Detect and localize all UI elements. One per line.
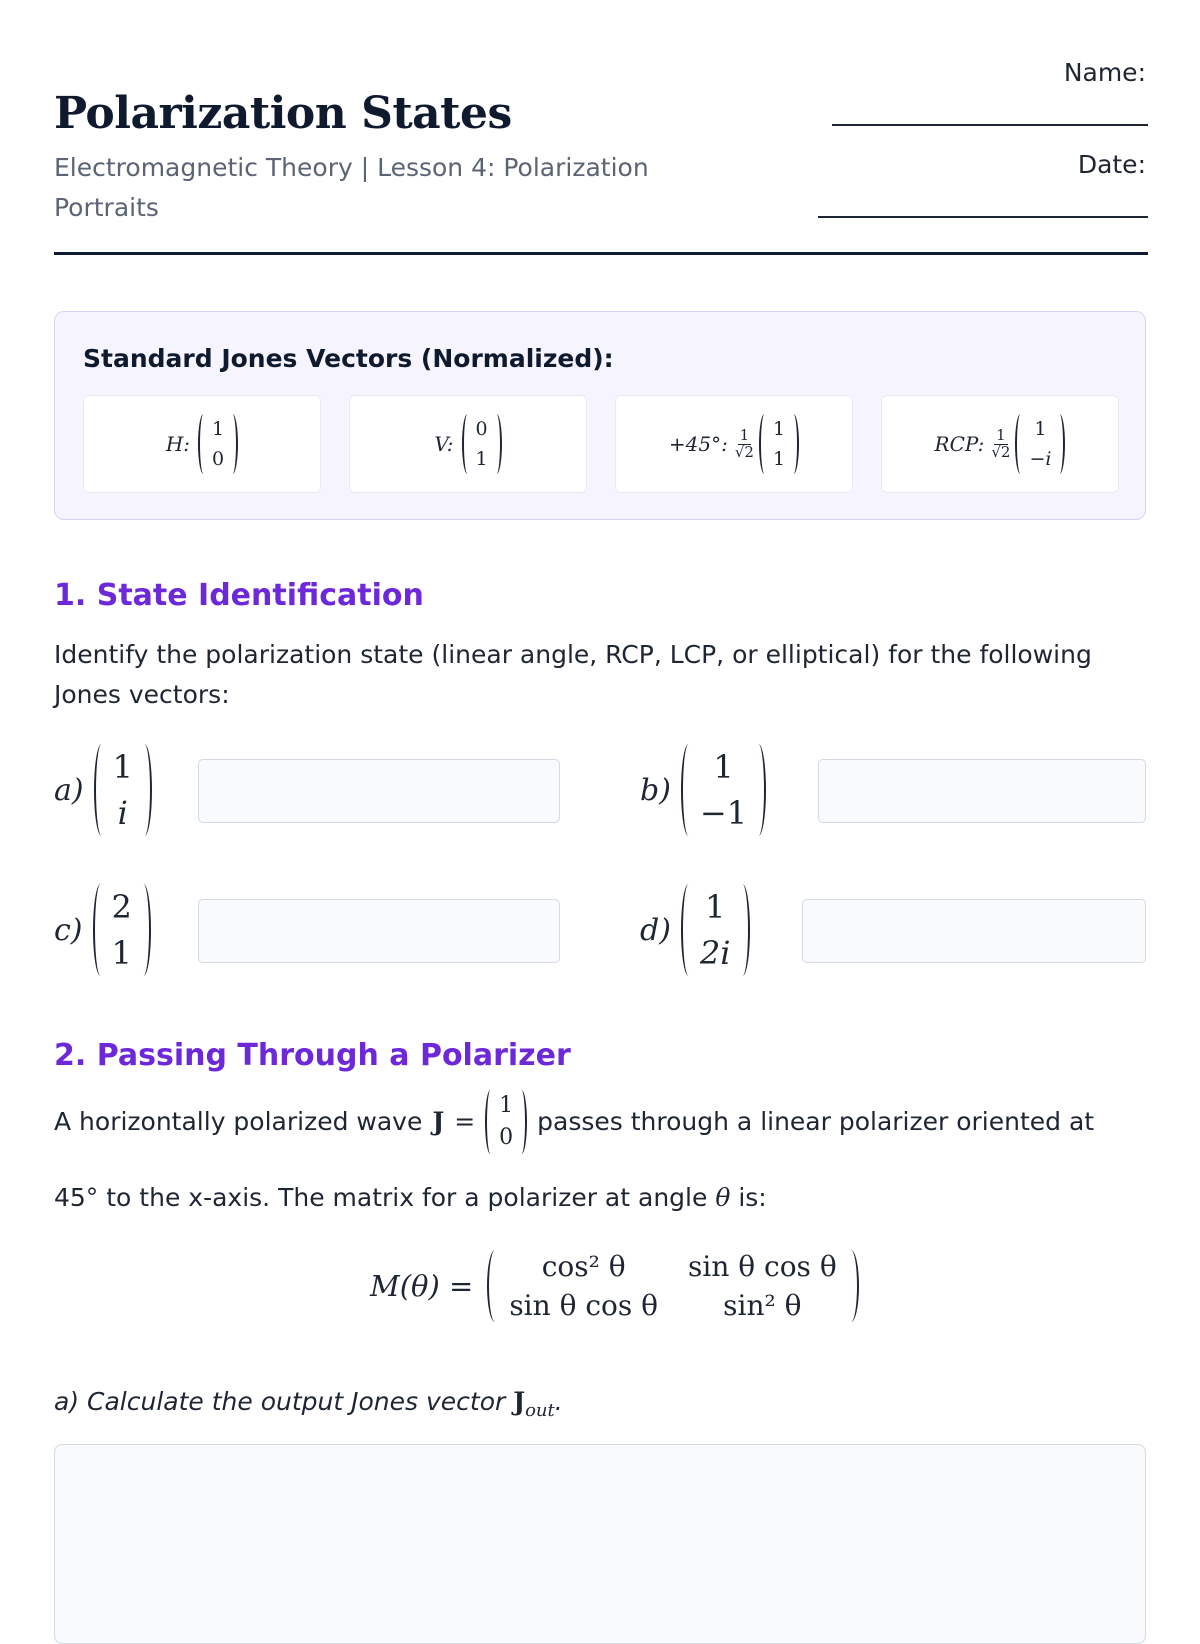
date-field[interactable] bbox=[818, 216, 1148, 218]
name-field[interactable] bbox=[832, 124, 1148, 126]
vector-bottom: 1 bbox=[772, 448, 786, 470]
matrix-cell: sin θ cos θ bbox=[688, 1250, 837, 1283]
matrix-lhs: M(θ) = bbox=[370, 1269, 474, 1303]
vector-top: 0 bbox=[475, 418, 488, 440]
wave-vector: J = 1 0 bbox=[432, 1090, 527, 1154]
answer-input-b[interactable] bbox=[818, 759, 1146, 823]
jones-vector-v bbox=[434, 414, 501, 474]
polarizer-matrix bbox=[503, 1250, 842, 1322]
question-c bbox=[54, 880, 151, 980]
section-2-prompt-line-2: 45° to the x-axis. The matrix for a polarizer at angle θ is: bbox=[54, 1183, 767, 1212]
section-2-prompt-line-1: A horizontally polarized wave J = 1 0 passes through a linear polarizer oriented at bbox=[54, 1090, 1146, 1154]
answer-input-a[interactable] bbox=[198, 759, 560, 823]
question-label: d) bbox=[640, 912, 671, 948]
section-1-title: 1. State Identification bbox=[54, 578, 424, 613]
answer-input-c[interactable] bbox=[198, 899, 560, 963]
part-a-answer-area[interactable] bbox=[54, 1444, 1146, 1644]
page-subtitle: Electromagnetic Theory | Lesson 4: Polarization Portraits bbox=[54, 153, 649, 222]
question-a bbox=[54, 740, 152, 840]
matrix-cell: cos² θ bbox=[541, 1250, 626, 1283]
header-divider bbox=[54, 252, 1148, 255]
page-title: Polarization States bbox=[54, 88, 512, 139]
question-label: b) bbox=[640, 772, 671, 808]
question-vector: 2 1 bbox=[93, 884, 151, 976]
matrix-cell: sin² θ bbox=[723, 1289, 802, 1322]
vector-top: 1 bbox=[772, 418, 786, 440]
jones-vector-h bbox=[166, 414, 238, 474]
jones-card-45 bbox=[615, 395, 853, 493]
question-vector: 1 i bbox=[94, 744, 152, 836]
normalization-fraction: $\frac{1}{√2}$ bbox=[991, 425, 1011, 461]
jones-vector-45 bbox=[669, 414, 799, 474]
answer-input-d[interactable] bbox=[802, 899, 1146, 963]
jones-card-horizontal bbox=[83, 395, 321, 493]
question-vector: 1 2i bbox=[681, 884, 750, 976]
vector-bottom: −i bbox=[1029, 448, 1052, 470]
question-d bbox=[640, 880, 750, 980]
vector-bottom: 0 bbox=[212, 448, 225, 470]
vector-bottom: 1 bbox=[475, 448, 488, 470]
vector-label: H: bbox=[165, 432, 191, 456]
section-1-prompt: Identify the polarization state (linear angle, RCP, LCP, or elliptical) for the following Jones vectors: bbox=[54, 640, 1092, 709]
question-label: a) bbox=[54, 772, 84, 808]
question-b bbox=[640, 740, 766, 840]
polarizer-matrix-equation bbox=[370, 1250, 859, 1322]
question-vector: 1 −1 bbox=[681, 744, 766, 836]
vector-label: RCP: bbox=[934, 432, 985, 456]
vector-label: V: bbox=[434, 432, 454, 456]
normalization-fraction: $\frac{1}{√2}$ bbox=[734, 425, 754, 461]
section-2-title: 2. Passing Through a Polarizer bbox=[54, 1038, 571, 1073]
question-label: c) bbox=[54, 912, 83, 948]
vector-top: 1 bbox=[212, 418, 225, 440]
vector-top: 1 bbox=[1034, 418, 1047, 440]
jones-vector-rcp bbox=[935, 414, 1066, 474]
jones-card-vertical bbox=[349, 395, 587, 493]
part-a-prompt: a) Calculate the output Jones vector $J_{out}$. bbox=[54, 1387, 563, 1421]
reference-title: Standard Jones Vectors (Normalized): bbox=[83, 344, 614, 373]
vector-label: +45°: bbox=[668, 432, 728, 456]
jones-card-rcp bbox=[881, 395, 1119, 493]
jones-vectors-reference bbox=[54, 311, 1146, 520]
date-label: Date: bbox=[1077, 150, 1146, 179]
matrix-cell: sin θ cos θ bbox=[509, 1289, 658, 1322]
name-label: Name: bbox=[1063, 58, 1146, 87]
